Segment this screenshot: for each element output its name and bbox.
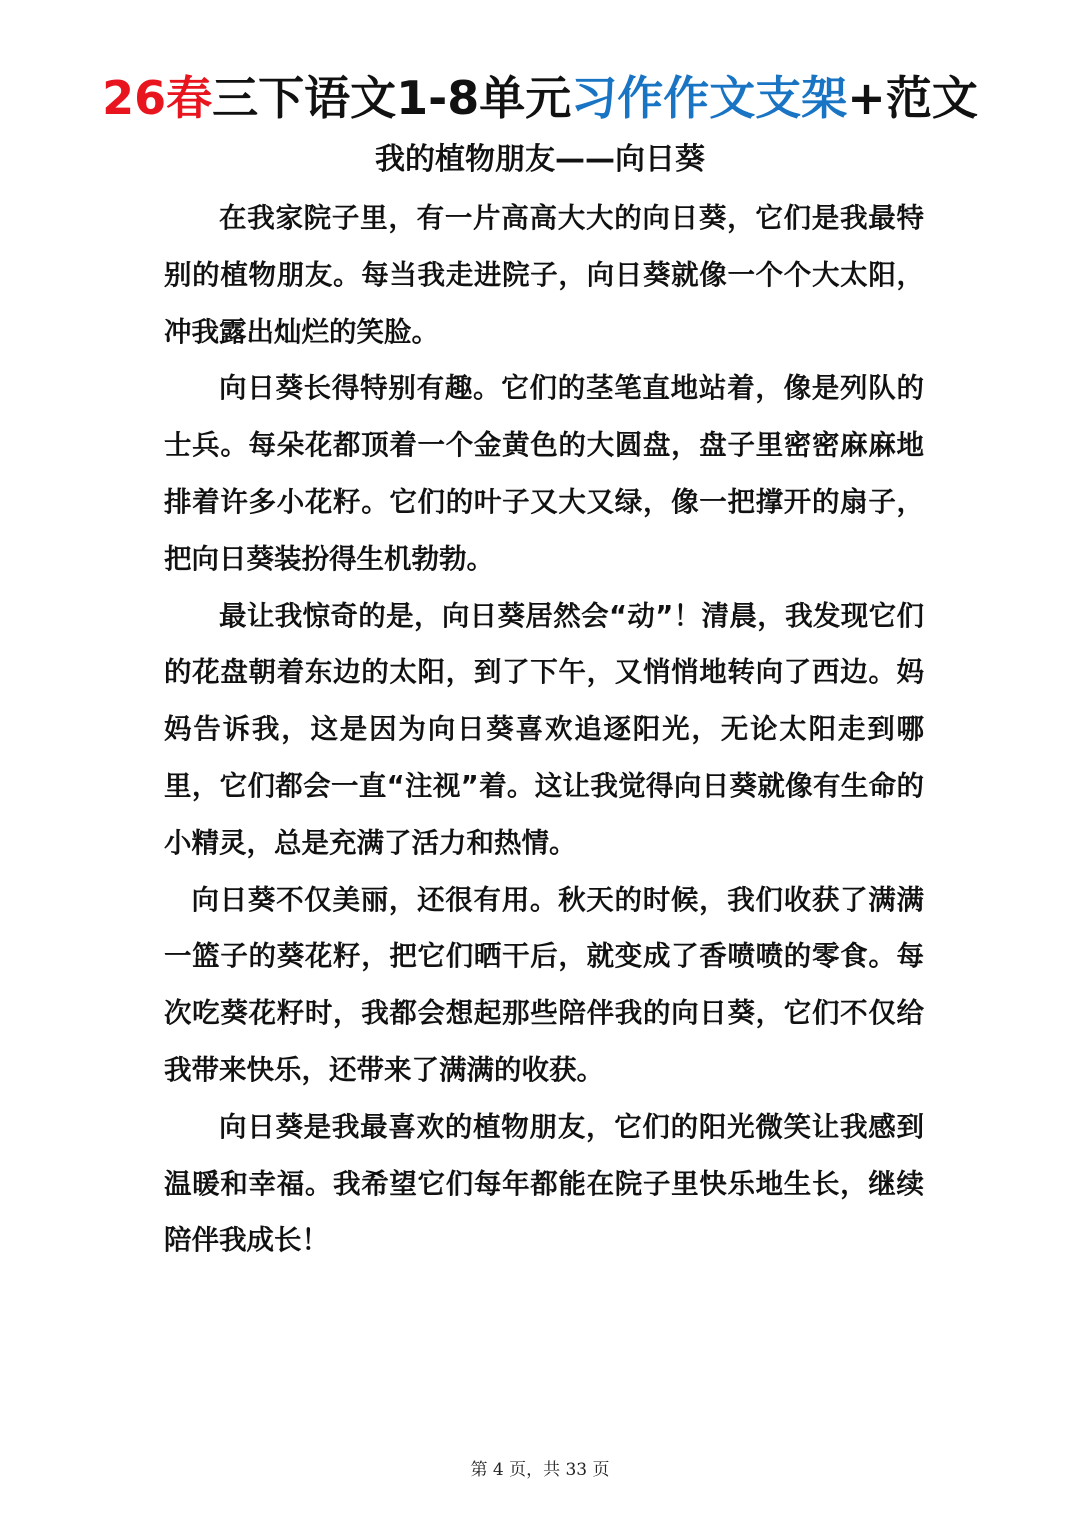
- essay-body: [164, 190, 924, 1269]
- document-header-title: [0, 68, 1080, 128]
- essay-paragraph: 在我家院子里，有一片高高大大的向日葵，它们是我最特别的植物朋友。每当我走进院子，向日葵就像一个个大太阳，冲我露出灿烂的笑脸。: [164, 202, 924, 348]
- title-sample-label: +范文: [847, 71, 978, 125]
- essay-paragraph: 向日葵是我最喜欢的植物朋友，它们的阳光微笑让我感到温暖和幸福。我希望它们每年都能在院子里快乐地生长，继续陪伴我成长！: [164, 1110, 924, 1257]
- essay-paragraph: 向日葵长得特别有趣。它们的茎笔直地站着，像是列队的士兵。每朵花都顶着一个金黄色的大圆盘，盘子里密密麻麻地排着许多小花籽。它们的叶子又大又绿，像一把撑开的扇子，把向日葵装扮得生机勃勃。: [164, 372, 924, 575]
- essay-title: 我的植物朋友——向日葵: [375, 142, 705, 177]
- essay-paragraph: 向日葵不仅美丽，还很有用。秋天的时候，我们收获了满满一篮子的葵花籽，把它们晒干后，就变成了香喷喷的零食。每次吃葵花籽时，我都会想起那些陪伴我的向日葵，它们不仅给我带来快乐，还带来了满满的收获。: [164, 883, 924, 1086]
- essay-paragraph: 最让我惊奇的是，向日葵居然会“动”！清晨，我发现它们的花盘朝着东边的太阳，到了下午，又悄悄地转向了西边。妈妈告诉我，这是因为向日葵喜欢追逐阳光，无论太阳走到哪里，它们都会一直“注视”着。这让我觉得向日葵就像有生命的小精灵，总是充满了活力和热情。: [164, 599, 924, 859]
- title-season-label: 26春: [102, 71, 213, 125]
- title-writing-support-label: 习作作文支架: [571, 71, 848, 125]
- title-grade-unit-label: 三下语文1-8单元: [212, 71, 572, 125]
- page-number-footer: 第 4 页，共 33 页: [470, 1460, 610, 1480]
